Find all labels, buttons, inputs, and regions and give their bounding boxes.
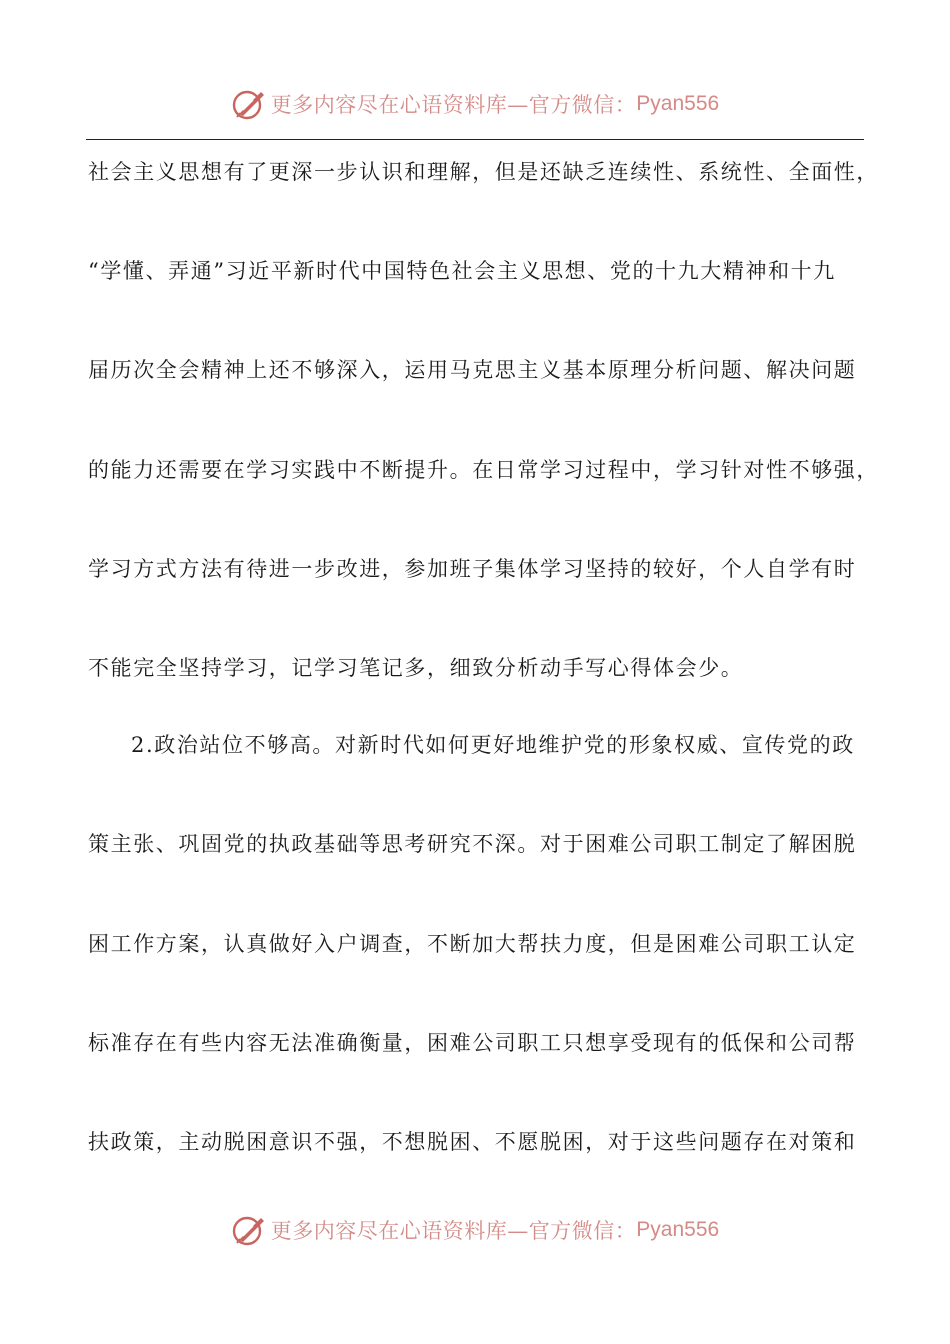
header-banner-text: 更多内容尽在心语资料库—官方微信：: [270, 93, 637, 117]
footer-banner: [0, 1208, 950, 1252]
body-line: 不能完全坚持学习，记学习笔记多，细致分析动手写心得体会少。: [88, 656, 744, 680]
body-line: 困工作方案，认真做好入户调查，不断加大帮扶力度，但是困难公司职工认定: [88, 932, 857, 956]
body-line: 社会主义思想有了更深一步认识和理解，但是还缺乏连续性、系统性、全面性，: [88, 160, 879, 184]
quill-logo-icon: [231, 1212, 267, 1248]
body-line: 学习方式方法有待进一步改进，参加班子集体学习坚持的较好，个人自学有时: [88, 557, 857, 581]
body-line: 标准存在有些内容无法准确衡量，困难公司职工只想享受现有的低保和公司帮: [88, 1031, 857, 1055]
quill-logo-icon: [231, 86, 267, 122]
body-line: 2.政治站位不够高。对新时代如何更好地维护党的形象权威、宣传党的政: [131, 733, 855, 757]
body-line: 扶政策，主动脱困意识不强，不想脱困、不愿脱困，对于这些问题存在对策和: [88, 1130, 857, 1154]
body-line: 策主张、巩固党的执政基础等思考研究不深。对于困难公司职工制定了解困脱: [88, 832, 857, 856]
footer-wechat-id: Pyan556: [636, 1218, 720, 1241]
footer-banner-text: 更多内容尽在心语资料库—官方微信：: [270, 1219, 637, 1243]
header-wechat-id: Pyan556: [636, 92, 720, 115]
body-line: 届历次全会精神上还不够深入，运用马克思主义基本原理分析问题、解决问题: [88, 358, 857, 382]
header-banner: [0, 82, 950, 126]
header-divider: [86, 139, 864, 140]
body-line: “学懂、弄通”习近平新时代中国特色社会主义思想、党的十九大精神和十九: [88, 259, 836, 283]
body-line: 的能力还需要在学习实践中不断提升。在日常学习过程中，学习针对性不够强，: [88, 458, 879, 482]
